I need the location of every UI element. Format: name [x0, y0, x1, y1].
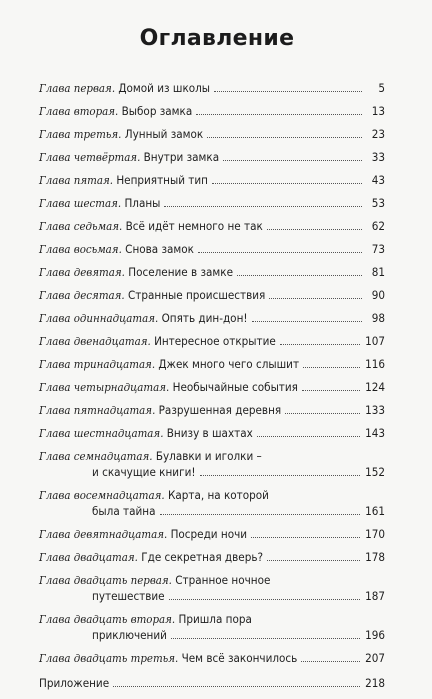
- page-number: 187: [365, 589, 385, 603]
- chapter-label: Глава одиннадцатая.: [39, 311, 159, 325]
- toc-line: [39, 172, 385, 188]
- chapter-title-continuation: приключений: [92, 628, 167, 642]
- dot-leader: [171, 638, 360, 639]
- dot-leader: [212, 183, 362, 184]
- chapter-title: Неприятный тип: [116, 173, 208, 187]
- chapter-title: Лунный замок: [124, 127, 204, 141]
- toc-line: [39, 241, 385, 257]
- toc-line: [39, 526, 385, 542]
- chapter-title: Странные происшествия: [128, 288, 266, 302]
- dot-leader: [302, 390, 360, 391]
- dot-leader: [200, 475, 361, 476]
- toc-line: [39, 402, 385, 418]
- toc-entry[interactable]: [39, 402, 385, 418]
- toc-line: [39, 487, 385, 503]
- toc-entry[interactable]: [39, 425, 385, 441]
- chapter-title: Выбор замка: [121, 104, 193, 118]
- chapter-label: Глава восьмая.: [39, 242, 122, 256]
- chapter-title: Где секретная дверь?: [141, 550, 264, 564]
- page-number: 152: [365, 465, 385, 479]
- chapter-title: Чем всё закончилось: [181, 651, 298, 665]
- page-number: 161: [365, 504, 385, 518]
- toc-line: [39, 627, 385, 643]
- dot-leader: [301, 661, 360, 662]
- toc-line: [39, 264, 385, 280]
- toc-line: [39, 572, 385, 588]
- toc-entry[interactable]: [39, 379, 385, 395]
- dot-leader: [267, 560, 360, 561]
- toc-line: [39, 126, 385, 142]
- chapter-label: Глава девятая.: [39, 265, 125, 279]
- toc-line: [39, 448, 385, 464]
- chapter-title: Планы: [124, 196, 161, 210]
- chapter-label: Глава восемнадцатая.: [39, 488, 165, 502]
- toc-line: [39, 379, 385, 395]
- toc-entry[interactable]: [39, 487, 385, 519]
- chapter-label: Глава тринадцатая.: [39, 357, 156, 371]
- page-number: 107: [365, 334, 385, 348]
- dot-leader: [257, 436, 360, 437]
- chapter-label: Глава шестнадцатая.: [39, 426, 164, 440]
- dot-leader: [251, 537, 360, 538]
- toc-line: [39, 149, 385, 165]
- page-number: 90: [371, 288, 385, 302]
- toc-line: [39, 588, 385, 604]
- toc-line: [39, 310, 385, 326]
- dot-leader: [285, 413, 360, 414]
- page-number: 98: [371, 311, 385, 325]
- chapter-title: Домой из школы: [118, 81, 211, 95]
- toc-line: [39, 195, 385, 211]
- toc-entry[interactable]: [39, 448, 385, 480]
- dot-leader: [280, 344, 360, 345]
- toc-entry[interactable]: [39, 126, 385, 142]
- dot-leader: [237, 275, 362, 276]
- chapter-label: Глава десятая.: [39, 288, 125, 302]
- toc-line: [39, 103, 385, 119]
- dot-leader: [223, 160, 362, 161]
- dot-leader: [252, 321, 362, 322]
- chapter-title: Всё идёт немного не так: [125, 219, 263, 233]
- appendix-title: Приложение: [39, 676, 110, 690]
- toc-line: [39, 650, 385, 666]
- toc-line: [39, 503, 385, 519]
- toc-entry[interactable]: [39, 549, 385, 565]
- toc-entry[interactable]: [39, 333, 385, 349]
- page-number: 124: [365, 380, 385, 394]
- toc-entry[interactable]: [39, 572, 385, 604]
- toc-entry[interactable]: [39, 650, 385, 666]
- dot-leader: [196, 114, 362, 115]
- dot-leader: [160, 514, 361, 515]
- page-number: 81: [371, 265, 385, 279]
- dot-leader: [207, 137, 362, 138]
- toc-entry[interactable]: [39, 195, 385, 211]
- chapter-title: Интересное открытие: [154, 334, 276, 348]
- chapter-title: Булавки и иголки –: [155, 449, 262, 463]
- page-title: Оглавление: [139, 26, 295, 51]
- appendix-page-number: 218: [365, 676, 385, 690]
- chapter-title-continuation: и скачущие книги!: [92, 465, 196, 479]
- chapter-label: Глава двенадцатая.: [39, 334, 151, 348]
- toc-line: [39, 287, 385, 303]
- toc-entry[interactable]: [39, 149, 385, 165]
- dot-leader: [269, 298, 362, 299]
- chapter-title: Джек много чего слышит: [158, 357, 300, 371]
- toc-entry[interactable]: [39, 356, 385, 372]
- page-number: 13: [371, 104, 385, 118]
- chapter-label: Глава вторая.: [39, 104, 119, 118]
- dot-leader: [267, 229, 362, 230]
- toc-entry[interactable]: [39, 103, 385, 119]
- chapter-label: Глава шестая.: [39, 196, 122, 210]
- toc-line: [39, 218, 385, 234]
- toc-entry[interactable]: [39, 526, 385, 542]
- toc-entry[interactable]: [39, 172, 385, 188]
- chapter-title: Разрушенная деревня: [158, 403, 282, 417]
- page-number: 207: [365, 651, 385, 665]
- chapter-label: Глава девятнадцатая.: [39, 527, 168, 541]
- chapter-label: Глава пятая.: [39, 173, 113, 187]
- dot-leader: [169, 599, 360, 600]
- chapter-label: Глава двадцатая.: [39, 550, 138, 564]
- page-number: 43: [371, 173, 385, 187]
- chapter-label: Глава пятнадцатая.: [39, 403, 156, 417]
- chapter-label: Глава четвёртая.: [39, 150, 141, 164]
- toc-line: [39, 675, 385, 691]
- toc-entry[interactable]: [39, 287, 385, 303]
- chapter-label: Глава двадцать первая.: [39, 573, 172, 587]
- toc-line: [39, 464, 385, 480]
- page-number: 133: [365, 403, 385, 417]
- chapter-title: Опять дин-дон!: [161, 311, 248, 325]
- page-number: 73: [371, 242, 385, 256]
- chapter-title: Поселение в замке: [128, 265, 234, 279]
- chapter-title: Пришла пора: [178, 612, 252, 626]
- chapter-label: Глава двадцать вторая.: [39, 612, 176, 626]
- page-number: 53: [371, 196, 385, 210]
- toc-entry-appendix[interactable]: [39, 675, 385, 691]
- chapter-title: Посреди ночи: [170, 527, 248, 541]
- chapter-label: Глава третья.: [39, 127, 122, 141]
- page-number: 116: [365, 357, 385, 371]
- page-number: 170: [365, 527, 385, 541]
- chapter-title: Снова замок: [125, 242, 194, 256]
- page-number: 62: [371, 219, 385, 233]
- chapter-label: Глава четырнадцатая.: [39, 380, 170, 394]
- toc-entry[interactable]: [39, 611, 385, 643]
- toc-entry[interactable]: [39, 218, 385, 234]
- chapter-title: Карта, на которой: [167, 488, 269, 502]
- chapter-title: Внутри замка: [143, 150, 220, 164]
- dot-leader: [113, 686, 360, 687]
- chapter-label: Глава седьмая.: [39, 219, 123, 233]
- chapter-title: Необычайные события: [172, 380, 298, 394]
- dot-leader: [198, 252, 362, 253]
- toc-entry[interactable]: [39, 310, 385, 326]
- dot-leader: [303, 367, 360, 368]
- page-number: 196: [365, 628, 385, 642]
- toc-line: [39, 80, 385, 96]
- toc-entry[interactable]: [39, 80, 385, 96]
- chapter-label: Глава первая.: [39, 81, 116, 95]
- chapter-label: Глава двадцать третья.: [39, 651, 179, 665]
- toc-line: [39, 333, 385, 349]
- page-number: 143: [365, 426, 385, 440]
- toc-line: [39, 356, 385, 372]
- toc-entry[interactable]: [39, 264, 385, 280]
- dot-leader: [214, 91, 362, 92]
- chapter-title: Внизу в шахтах: [166, 426, 253, 440]
- page-number: 5: [378, 81, 385, 95]
- chapter-title-continuation: была тайна: [92, 504, 156, 518]
- toc-line: [39, 611, 385, 627]
- chapter-title-continuation: путешествие: [92, 589, 165, 603]
- toc-line: [39, 549, 385, 565]
- page-number: 23: [371, 127, 385, 141]
- page-number: 33: [371, 150, 385, 164]
- dot-leader: [164, 206, 362, 207]
- chapter-label: Глава семнадцатая.: [39, 449, 153, 463]
- toc-line: [39, 425, 385, 441]
- page-number: 178: [365, 550, 385, 564]
- table-of-contents: [39, 80, 385, 666]
- toc-entry[interactable]: [39, 241, 385, 257]
- chapter-title: Странное ночное: [175, 573, 271, 587]
